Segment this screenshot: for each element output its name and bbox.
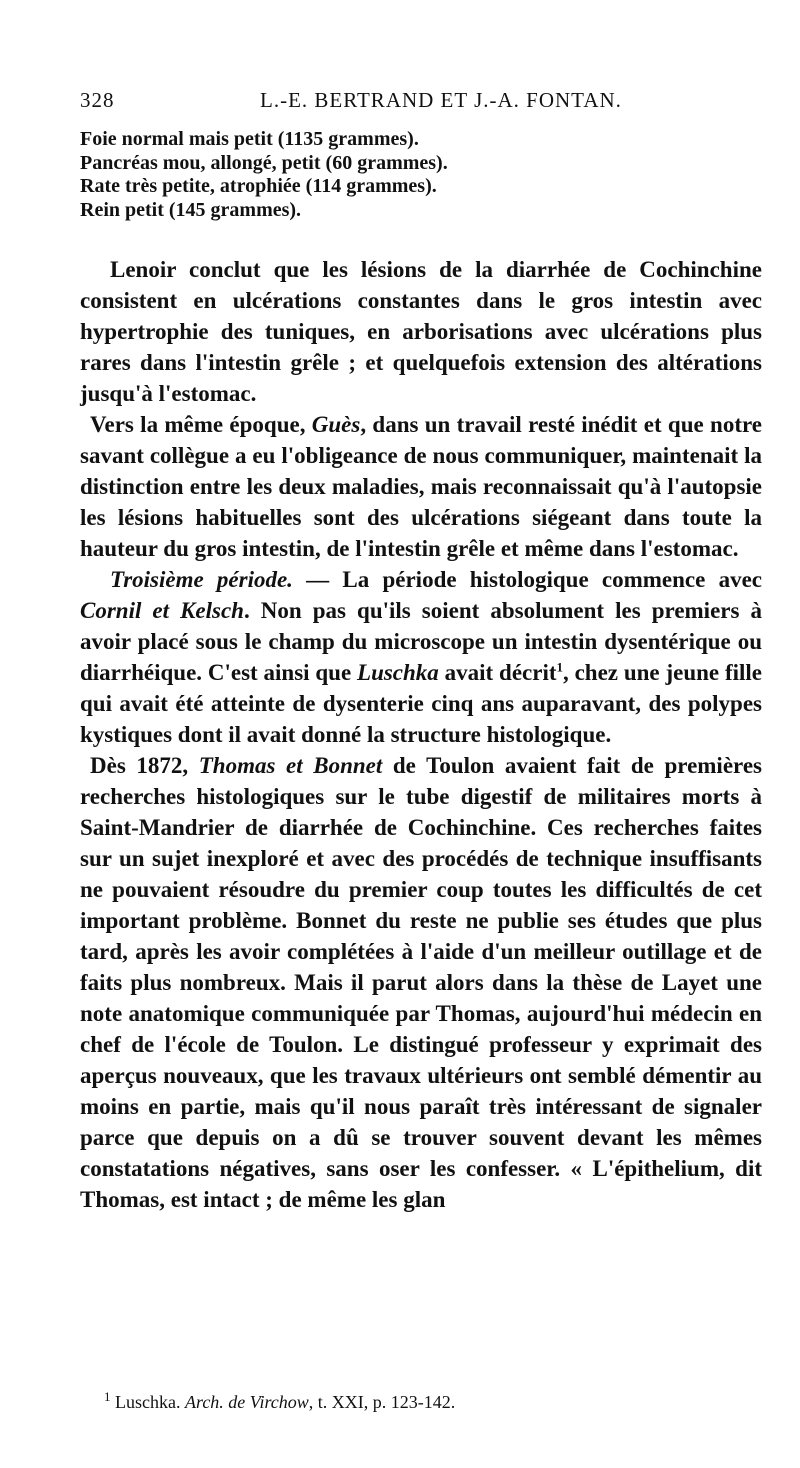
paragraph-text: — La période histologique commence avec: [292, 567, 762, 592]
paragraph-thomas-bonnet: [80, 750, 762, 1215]
paragraph-text: Vers la même époque,: [90, 412, 312, 437]
paragraph-lenoir: [80, 254, 762, 409]
footnote-author: Luschka.: [115, 1392, 185, 1412]
paragraph-text: , dans un travail resté inédit et que notre savant collègue a eu l'obligeance de nous communiquer, maintenait la distinction entre les deux maladies, mais reconnaissait qu'à l'autopsie les lésions habituelles sont des ulcérations siégeant dans toute la hauteur du gros intestin, de l'intestin grêle et même dans l'estomac.: [80, 412, 762, 561]
paragraph-troisieme-periode: [80, 564, 762, 750]
footnote-marker: 1: [104, 1389, 111, 1404]
specimen-line: Pancréas mou, allongé, petit (60 grammes).: [80, 151, 448, 174]
page-header: [80, 88, 770, 118]
paragraph-text: . Non pas qu'ils soient absolument les premiers à avoir placé sous le champ du microscope un intestin dysentérique ou diarrhéique. C'est ainsi que: [80, 598, 762, 685]
paragraph-text: Lenoir conclut que les lésions de la diarrhée de Cochinchine consistent en ulcérations constantes dans le gros intestin avec hypertrophie des tuniques, en arborisations avec ulcérations plus rares dans l'intestin grêle ; et quelquefois extension des altérations jusqu'à l'estomac.: [80, 257, 762, 406]
author-name: Cornil et Kelsch: [80, 598, 244, 623]
paragraph-text: , chez une jeune fille qui avait été atteinte de dysenterie cinq ans auparavant, des polypes kystiques dont il avait donné la structure histologique.: [80, 660, 762, 747]
footnote-reference: 1: [556, 659, 563, 675]
paragraph-text: avait décrit: [438, 660, 557, 685]
paragraph-text: Dès 1872,: [90, 753, 199, 778]
body-text: [80, 254, 762, 1215]
paragraph-gues: [80, 409, 762, 564]
section-title: Troisième période.: [110, 567, 293, 592]
specimen-list: [80, 128, 760, 222]
author-name: Guès: [311, 412, 361, 437]
specimen-line: Rein petit (145 grammes).: [80, 198, 302, 221]
footnote-citation: , t. XXI, p. 123-142.: [308, 1392, 456, 1412]
footnote-journal: Arch. de Virchow: [184, 1392, 309, 1412]
paragraph-text: de Toulon avaient fait de premières recherches histologiques sur le tube digestif de militaires morts à Saint-Mandrier de diarrhée de Cochinchine. Ces recherches faites sur un sujet inexploré et avec des procédés de technique insuffisants ne pouvaient résoudre du premier coup toutes les difficultés de cet important problème. Bonnet du reste ne publie ses études que plus tard, après les avoir complétées à l'aide d'un meilleur outillage et de faits plus nombreux. Mais il parut alors dans la thèse de Layet une note anatomique communiquée par Thomas, aujourd'hui médecin en chef de l'école de Toulon. Le distingué professeur y exprimait des aperçus nouveaux, que les travaux ultérieurs ont semblé démentir au moins en partie, mais qu'il nous paraît très intéressant de signaler parce que depuis on a dû se trouver souvent devant les mêmes constatations négatives, sans oser les confesser. « L'épithelium, dit Thomas, est intact ; de même les glan: [80, 753, 762, 1212]
author-name: Thomas et Bonnet: [198, 753, 383, 778]
author-name: Luschka: [357, 660, 439, 685]
footnote: [104, 1389, 724, 1413]
specimen-line: Foie normal mais petit (1135 grammes).: [80, 128, 419, 150]
specimen-line: Rate très petite, atrophiée (114 grammes).: [80, 175, 437, 197]
running-head: L.-E. BERTRAND ET J.-A. FONTAN.: [260, 88, 622, 112]
page-number: 328: [80, 88, 115, 112]
